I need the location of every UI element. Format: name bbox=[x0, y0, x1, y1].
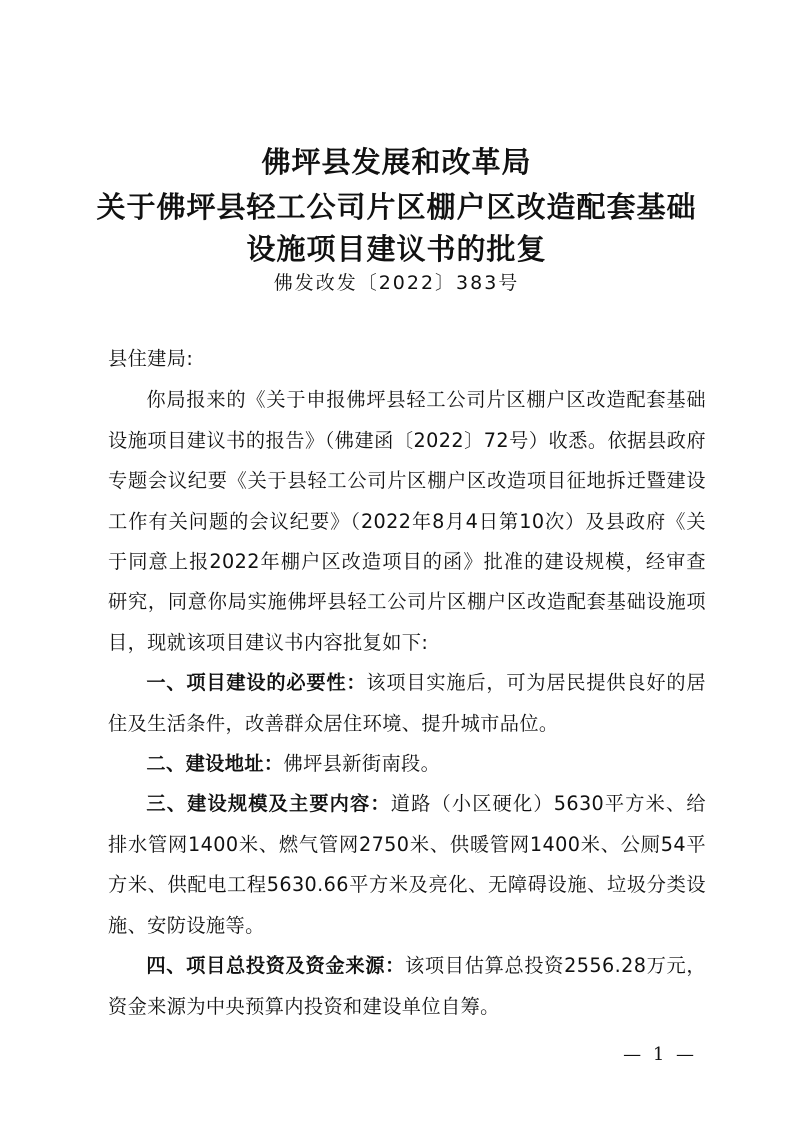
document-title-line-3: 设施项目建议书的批复 bbox=[246, 232, 547, 266]
intro-paragraph: 你局报来的《关于申报佛坪县轻工公司片区棚户区改造配套基础设施项目建议书的报告》（佛建函〔2022〕72号）收悉。依据县政府专题会议纪要《关于县轻工公司片区棚户区改造项目征地拆迁暨建设工作有关问题的会议纪要》（2022年8月4日第10次）及县政府《关于同意上报2022年棚户区改造项目的函》批准的建设规模，经审查研究，同意你局实施佛坪县轻工公司片区棚户区改造配套基础设施项目，现就该项目建议书内容批复如下: bbox=[108, 388, 706, 654]
item-necessity bbox=[108, 663, 706, 744]
salutation: 县住建局: bbox=[108, 347, 194, 370]
item-scale-heading: 三、建设规模及主要内容： bbox=[146, 792, 391, 816]
item-scale-text: 道路（小区硬化）5630平方米、给排水管网1400米、燃气管网2750米、供暖管网1400米、公厕54平方米、供配电工程5630.66平方米及亮化、无障碍设施、垃圾分类设施、安防设施等。 bbox=[108, 792, 706, 937]
item-location-text: 佛坪县新街南段。 bbox=[283, 752, 441, 776]
item-investment-heading: 四、项目总投资及资金来源： bbox=[146, 954, 406, 978]
document-number: 佛发改发〔2022〕383号 bbox=[273, 272, 520, 294]
item-necessity-text: 该项目实施后，可为居民提供良好的居住及生活条件，改善群众居住环境、提升城市品位。 bbox=[108, 671, 706, 735]
item-necessity-heading: 一、项目建设的必要性： bbox=[146, 671, 367, 695]
item-location-heading: 二、建设地址： bbox=[146, 752, 284, 776]
item-investment-text: 该项目估算总投资2556.28万元，资金来源为中央预算内投资和建设单位自筹。 bbox=[108, 954, 706, 1018]
document-body bbox=[108, 339, 706, 1027]
item-scale bbox=[108, 784, 706, 946]
page-number: — 1 — bbox=[623, 1044, 697, 1065]
document-title-line-1: 佛坪县发展和改革局 bbox=[261, 145, 532, 179]
item-location bbox=[108, 744, 706, 784]
item-investment bbox=[108, 946, 706, 1027]
document-title-line-2: 关于佛坪县轻工公司片区棚户区改造配套基础 bbox=[96, 190, 697, 224]
